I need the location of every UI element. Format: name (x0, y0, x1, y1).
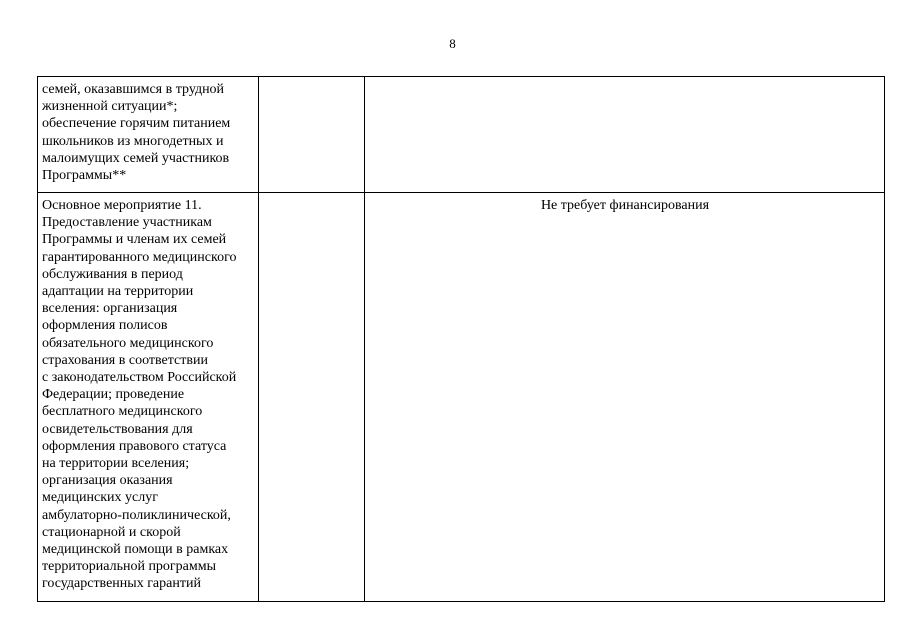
page-number: 8 (449, 36, 456, 51)
program-measures-table (37, 76, 885, 602)
financing-cell (365, 193, 885, 602)
table-row (38, 77, 885, 193)
financing-cell (365, 77, 885, 193)
measure-description-text: семей, оказавшимся в трудной жизненной ситуации*; обеспечение горячим питанием школьников из многодетных и малоимущих семей участников Программы** (42, 82, 231, 184)
empty-middle-cell (259, 77, 365, 193)
table-row (38, 193, 885, 602)
financing-status-text: Не требует финансирования (540, 198, 710, 213)
empty-middle-cell (259, 193, 365, 602)
measure-description-cell (38, 77, 259, 193)
measure-description-text: Основное мероприятие 11. Предоставление участникам Программы и членам их семей гарантированного медицинского обслуживания в период адаптации на территории вселения: организация оформления полисов обязательного медицинского страхования в соответствии с законодательством Российской Федерации; проведение бесплатного медицинского освидетельствования для оформления правового статуса на территории вселения; организация оказания медицинских услуг амбулаторно-поликлинической, стационарной и скорой медицинской помощи в рамках территориальной программы государственных гарантий (42, 198, 237, 592)
measure-description-cell (38, 193, 259, 602)
